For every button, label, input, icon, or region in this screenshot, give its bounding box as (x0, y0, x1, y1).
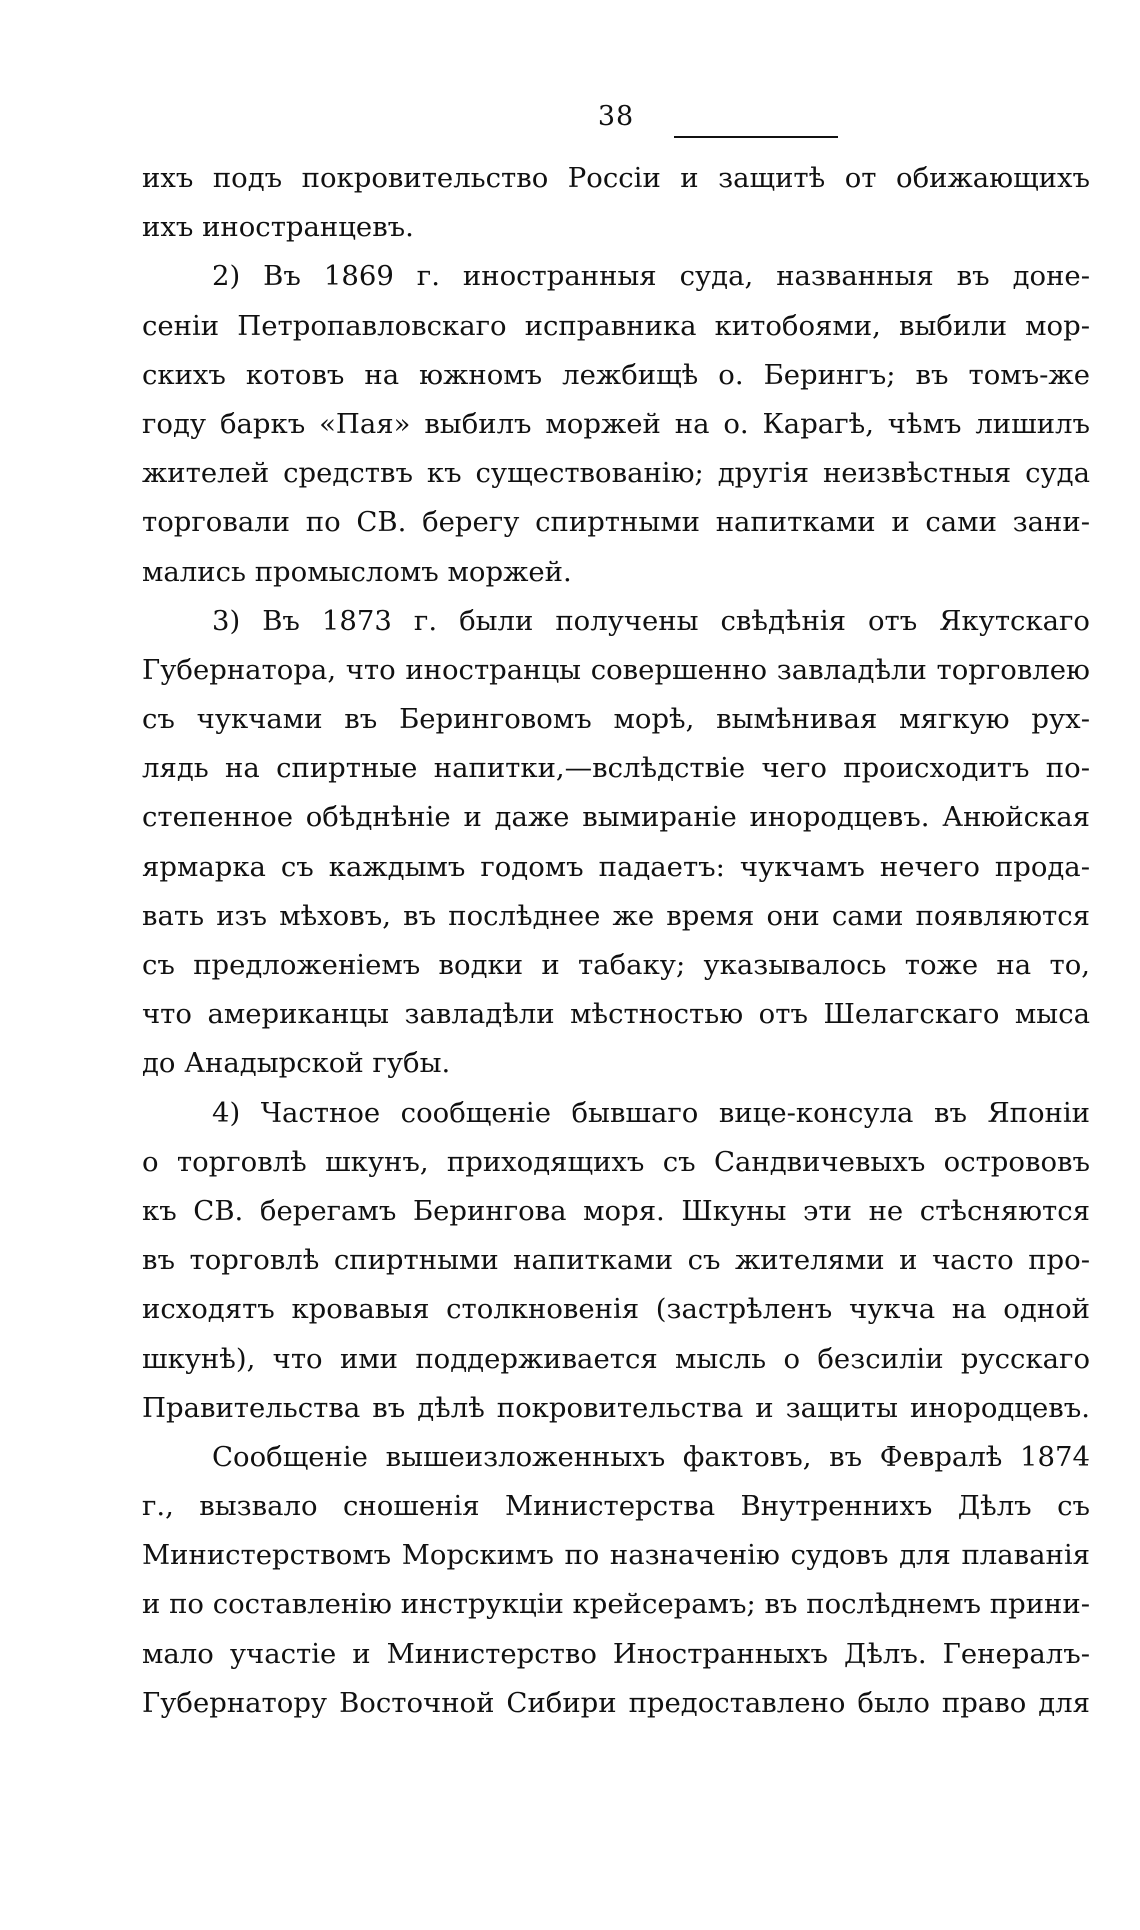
text-line: что американцы завладѣли мѣстностью отъ Шелагскаго мыса (142, 998, 1090, 1031)
text-line: лядь на спиртные напитки,—вслѣдствіе чего происходитъ по- (142, 752, 1090, 785)
page-body-text (142, 154, 1090, 1728)
text-line: шкунѣ), что ими поддерживается мысль о безсиліи русскаго (142, 1342, 1090, 1375)
text-line: г., вызвало сношенія Министерства Внутреннихъ Дѣлъ съ (142, 1490, 1090, 1523)
paragraph-start-line: 3) Въ 1873 г. были получены свѣдѣнія отъ Якутскаго (212, 604, 1090, 637)
text-line: въ торговлѣ спиртными напитками съ жителями и часто про- (142, 1244, 1090, 1277)
text-line: съ чукчами въ Беринговомъ морѣ, вымѣнивая мягкую рух- (142, 703, 1090, 736)
text-line: о торговлѣ шкунъ, приходящихъ съ Сандвичевыхъ острововъ (142, 1145, 1090, 1178)
text-line: сеніи Петропавловскаго исправника китобоями, выбили мор- (142, 309, 1090, 342)
paragraph-start-line: 2) Въ 1869 г. иностранныя суда, названныя въ доне- (212, 260, 1090, 293)
text-line: торговали по СВ. берегу спиртными напитками и сами зани- (142, 506, 1090, 539)
book-page (142, 100, 1090, 1728)
paragraph-start-line: 4) Частное сообщеніе бывшаго вице-консула въ Японіи (212, 1096, 1090, 1129)
text-line: Министерствомъ Морскимъ по назначенію судовъ для плаванія (142, 1539, 1090, 1572)
text-line: году баркъ «Пая» выбилъ моржей на о. Карагѣ, чѣмъ лишилъ (142, 407, 1090, 440)
text-line: съ предложеніемъ водки и табаку; указывалось тоже на то, (142, 949, 1090, 981)
page-number: 38 (597, 101, 635, 132)
text-line: Губернатору Восточной Сибири предоставлено было право для (142, 1686, 1090, 1719)
text-line: степенное обѣднѣніе и даже вымираніе инородцевъ. Анюйская (142, 801, 1090, 834)
text-line: Правительства въ дѣлѣ покровительства и защиты инородцевъ. (142, 1391, 1090, 1424)
text-line: къ СВ. берегамъ Берингова моря. Шкуны эти не стѣсняются (142, 1194, 1090, 1227)
page-number-rule (674, 136, 838, 138)
text-line: до Анадырской губы. (142, 1047, 451, 1080)
text-line: мало участіе и Министерство Иностранныхъ Дѣлъ. Генералъ- (142, 1637, 1090, 1670)
text-line: вать изъ мѣховъ, въ послѣднее же время они сами появляются (142, 899, 1090, 932)
text-line: жителей средствъ къ существованію; другія неизвѣстныя суда (142, 457, 1090, 490)
text-line: скихъ котовъ на южномъ лежбищѣ о. Берингъ; въ томъ-же (142, 358, 1090, 391)
text-line: ихъ иностранцевъ. (142, 211, 414, 244)
paragraph-start-line: Сообщеніе вышеизложенныхъ фактовъ, въ Февралѣ 1874 (212, 1440, 1090, 1473)
text-line: Губернатора, что иностранцы совершенно завладѣли торговлею (142, 653, 1090, 686)
text-line: мались промысломъ моржей. (142, 555, 572, 588)
text-line: исходятъ кровавыя столкновенія (застрѣленъ чукча на одной (142, 1293, 1090, 1326)
text-line: ярмарка съ каждымъ годомъ падаетъ: чукчамъ нечего прода- (142, 850, 1090, 883)
text-line: ихъ подъ покровительство Россіи и защитѣ от обижающихъ (142, 162, 1090, 194)
text-line: и по составленію инструкціи крейсерамъ; въ послѣднемъ прини- (142, 1588, 1090, 1621)
